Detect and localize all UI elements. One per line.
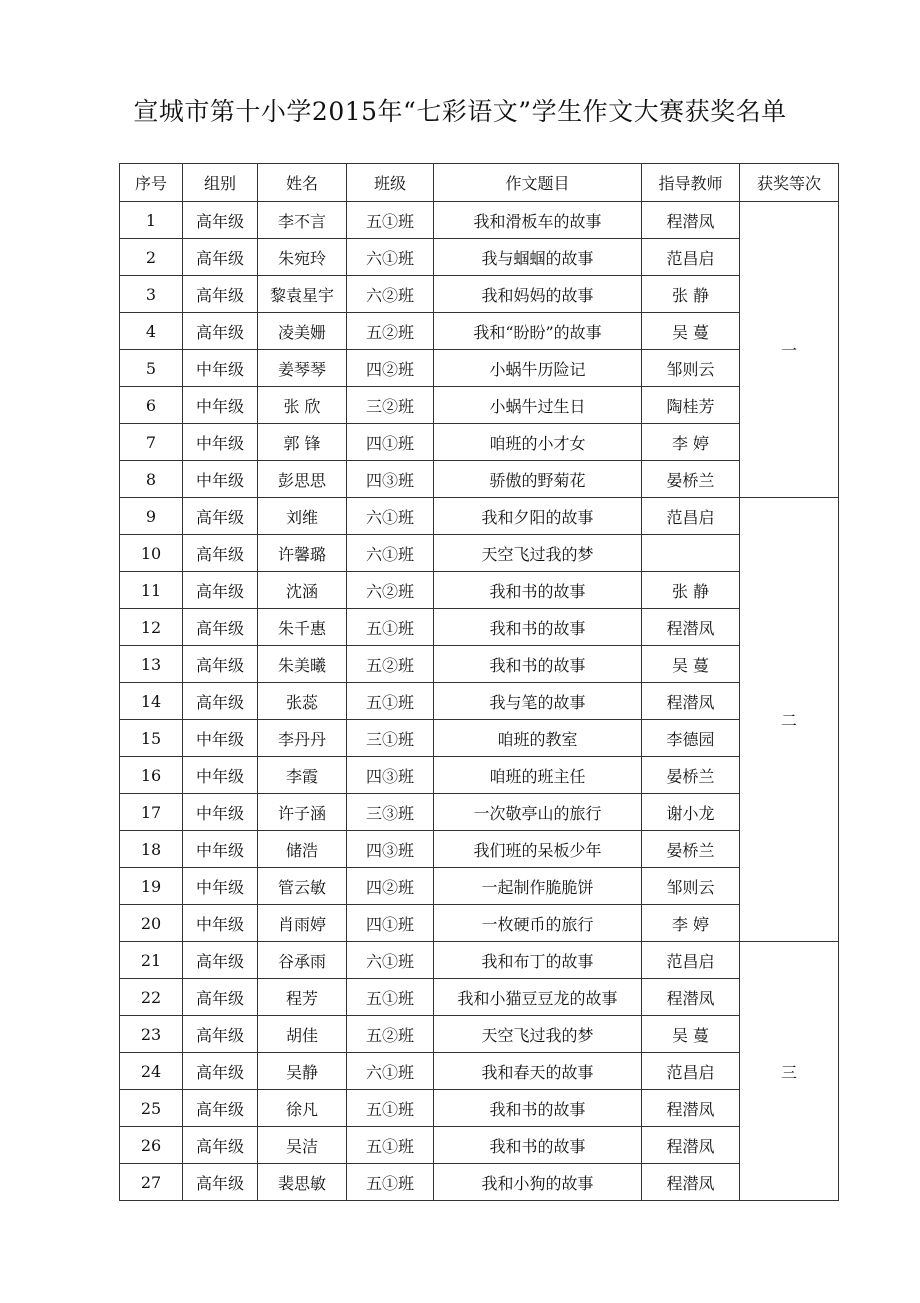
cell-teacher: 邹则云 xyxy=(642,868,740,905)
cell-name: 朱宛玲 xyxy=(258,239,347,276)
cell-number: 13 xyxy=(120,646,183,683)
cell-group: 高年级 xyxy=(183,1090,258,1127)
cell-number: 21 xyxy=(120,942,183,979)
header-essay-title: 作文题目 xyxy=(434,164,642,202)
cell-name: 郭 锋 xyxy=(258,424,347,461)
cell-teacher: 程潜凤 xyxy=(642,1090,740,1127)
cell-name: 沈涵 xyxy=(258,572,347,609)
table-row xyxy=(120,572,839,609)
cell-teacher: 陶桂芳 xyxy=(642,387,740,424)
cell-teacher: 范昌启 xyxy=(642,498,740,535)
cell-name: 许子涵 xyxy=(258,794,347,831)
cell-prize-level: 二 xyxy=(740,498,839,942)
table-row xyxy=(120,1127,839,1164)
cell-prize-level: 一 xyxy=(740,202,839,498)
cell-group: 中年级 xyxy=(183,461,258,498)
cell-class: 四②班 xyxy=(347,350,434,387)
cell-teacher: 谢小龙 xyxy=(642,794,740,831)
table-row xyxy=(120,1164,839,1201)
cell-teacher: 程潜凤 xyxy=(642,609,740,646)
cell-group: 高年级 xyxy=(183,683,258,720)
cell-teacher: 张 静 xyxy=(642,276,740,313)
table-row xyxy=(120,905,839,942)
cell-class: 四③班 xyxy=(347,461,434,498)
cell-essay-title: 一起制作脆脆饼 xyxy=(434,868,642,905)
cell-essay-title: 我和书的故事 xyxy=(434,1127,642,1164)
cell-group: 高年级 xyxy=(183,942,258,979)
cell-number: 27 xyxy=(120,1164,183,1201)
cell-class: 五①班 xyxy=(347,979,434,1016)
cell-number: 22 xyxy=(120,979,183,1016)
cell-class: 三①班 xyxy=(347,720,434,757)
cell-number: 19 xyxy=(120,868,183,905)
cell-number: 1 xyxy=(120,202,183,239)
cell-number: 26 xyxy=(120,1127,183,1164)
cell-group: 高年级 xyxy=(183,1053,258,1090)
cell-group: 中年级 xyxy=(183,387,258,424)
cell-class: 五①班 xyxy=(347,1164,434,1201)
cell-group: 高年级 xyxy=(183,535,258,572)
cell-essay-title: 咱班的班主任 xyxy=(434,757,642,794)
cell-class: 四③班 xyxy=(347,831,434,868)
table-row xyxy=(120,387,839,424)
cell-number: 18 xyxy=(120,831,183,868)
cell-teacher: 邹则云 xyxy=(642,350,740,387)
cell-name: 张蕊 xyxy=(258,683,347,720)
table-row xyxy=(120,1090,839,1127)
cell-name: 程芳 xyxy=(258,979,347,1016)
cell-group: 高年级 xyxy=(183,202,258,239)
cell-name: 彭思思 xyxy=(258,461,347,498)
cell-class: 五①班 xyxy=(347,683,434,720)
cell-essay-title: 一枚硬币的旅行 xyxy=(434,905,642,942)
cell-teacher: 范昌启 xyxy=(642,1053,740,1090)
cell-essay-title: 我和书的故事 xyxy=(434,1090,642,1127)
cell-class: 五②班 xyxy=(347,313,434,350)
cell-essay-title: 天空飞过我的梦 xyxy=(434,535,642,572)
cell-name: 徐凡 xyxy=(258,1090,347,1127)
cell-class: 六①班 xyxy=(347,535,434,572)
table-row xyxy=(120,979,839,1016)
cell-class: 六①班 xyxy=(347,942,434,979)
cell-number: 14 xyxy=(120,683,183,720)
cell-name: 储浩 xyxy=(258,831,347,868)
table-row xyxy=(120,683,839,720)
cell-class: 五①班 xyxy=(347,1127,434,1164)
cell-class: 三③班 xyxy=(347,794,434,831)
table-row xyxy=(120,1053,839,1090)
cell-teacher: 吴 蔓 xyxy=(642,646,740,683)
cell-name: 朱美曦 xyxy=(258,646,347,683)
cell-class: 六②班 xyxy=(347,276,434,313)
table-row xyxy=(120,720,839,757)
cell-number: 12 xyxy=(120,609,183,646)
cell-name: 朱千惠 xyxy=(258,609,347,646)
cell-teacher: 李 婷 xyxy=(642,905,740,942)
cell-number: 20 xyxy=(120,905,183,942)
cell-number: 25 xyxy=(120,1090,183,1127)
cell-essay-title: 天空飞过我的梦 xyxy=(434,1016,642,1053)
cell-group: 中年级 xyxy=(183,424,258,461)
cell-number: 17 xyxy=(120,794,183,831)
cell-name: 裴思敏 xyxy=(258,1164,347,1201)
cell-number: 5 xyxy=(120,350,183,387)
cell-group: 高年级 xyxy=(183,1016,258,1053)
cell-class: 五①班 xyxy=(347,609,434,646)
cell-group: 中年级 xyxy=(183,831,258,868)
cell-name: 肖雨婷 xyxy=(258,905,347,942)
table-row xyxy=(120,757,839,794)
cell-teacher: 程潜凤 xyxy=(642,1164,740,1201)
header-name: 姓名 xyxy=(258,164,347,202)
cell-number: 3 xyxy=(120,276,183,313)
cell-number: 15 xyxy=(120,720,183,757)
cell-class: 五①班 xyxy=(347,1090,434,1127)
cell-group: 中年级 xyxy=(183,757,258,794)
cell-class: 四①班 xyxy=(347,905,434,942)
header-group: 组别 xyxy=(183,164,258,202)
cell-group: 高年级 xyxy=(183,572,258,609)
cell-number: 24 xyxy=(120,1053,183,1090)
cell-teacher: 李 婷 xyxy=(642,424,740,461)
cell-class: 六①班 xyxy=(347,1053,434,1090)
table-row xyxy=(120,461,839,498)
cell-teacher: 晏桥兰 xyxy=(642,461,740,498)
cell-name: 许馨璐 xyxy=(258,535,347,572)
cell-class: 四①班 xyxy=(347,424,434,461)
cell-teacher: 程潜凤 xyxy=(642,1127,740,1164)
cell-name: 管云敏 xyxy=(258,868,347,905)
cell-group: 高年级 xyxy=(183,609,258,646)
cell-class: 五②班 xyxy=(347,646,434,683)
cell-group: 高年级 xyxy=(183,498,258,535)
cell-number: 2 xyxy=(120,239,183,276)
cell-group: 中年级 xyxy=(183,794,258,831)
cell-essay-title: 我和妈妈的故事 xyxy=(434,276,642,313)
cell-teacher: 范昌启 xyxy=(642,239,740,276)
table-row xyxy=(120,1016,839,1053)
cell-name: 吴静 xyxy=(258,1053,347,1090)
cell-class: 六②班 xyxy=(347,572,434,609)
header-number: 序号 xyxy=(120,164,183,202)
cell-teacher: 程潜凤 xyxy=(642,202,740,239)
cell-teacher: 李德园 xyxy=(642,720,740,757)
cell-group: 中年级 xyxy=(183,350,258,387)
cell-number: 10 xyxy=(120,535,183,572)
cell-name: 胡佳 xyxy=(258,1016,347,1053)
cell-name: 刘维 xyxy=(258,498,347,535)
cell-group: 中年级 xyxy=(183,868,258,905)
cell-essay-title: 我们班的呆板少年 xyxy=(434,831,642,868)
cell-group: 高年级 xyxy=(183,276,258,313)
cell-essay-title: 我和小狗的故事 xyxy=(434,1164,642,1201)
cell-number: 23 xyxy=(120,1016,183,1053)
cell-teacher: 晏桥兰 xyxy=(642,831,740,868)
cell-teacher: 晏桥兰 xyxy=(642,757,740,794)
cell-number: 7 xyxy=(120,424,183,461)
cell-name: 张 欣 xyxy=(258,387,347,424)
table-row xyxy=(120,424,839,461)
cell-group: 高年级 xyxy=(183,646,258,683)
cell-group: 高年级 xyxy=(183,1127,258,1164)
cell-group: 高年级 xyxy=(183,1164,258,1201)
table-row xyxy=(120,276,839,313)
cell-number: 4 xyxy=(120,313,183,350)
cell-group: 高年级 xyxy=(183,239,258,276)
cell-essay-title: 小蜗牛历险记 xyxy=(434,350,642,387)
cell-number: 8 xyxy=(120,461,183,498)
table-row xyxy=(120,239,839,276)
cell-essay-title: 咱班的教室 xyxy=(434,720,642,757)
table-row xyxy=(120,535,839,572)
table-header-row xyxy=(120,164,839,202)
cell-class: 三②班 xyxy=(347,387,434,424)
cell-essay-title: 我与笔的故事 xyxy=(434,683,642,720)
cell-class: 六①班 xyxy=(347,498,434,535)
cell-name: 李霞 xyxy=(258,757,347,794)
header-prize-level: 获奖等次 xyxy=(740,164,839,202)
cell-essay-title: 一次敬亭山的旅行 xyxy=(434,794,642,831)
cell-essay-title: 我和“盼盼”的故事 xyxy=(434,313,642,350)
cell-essay-title: 我和布丁的故事 xyxy=(434,942,642,979)
table-row xyxy=(120,868,839,905)
cell-teacher: 张 静 xyxy=(642,572,740,609)
cell-number: 6 xyxy=(120,387,183,424)
cell-group: 高年级 xyxy=(183,979,258,1016)
cell-teacher: 吴 蔓 xyxy=(642,313,740,350)
table-row xyxy=(120,942,839,979)
cell-name: 姜琴琴 xyxy=(258,350,347,387)
cell-number: 16 xyxy=(120,757,183,794)
cell-class: 四③班 xyxy=(347,757,434,794)
cell-class: 五②班 xyxy=(347,1016,434,1053)
cell-essay-title: 我与蝈蝈的故事 xyxy=(434,239,642,276)
cell-name: 李丹丹 xyxy=(258,720,347,757)
cell-essay-title: 我和春天的故事 xyxy=(434,1053,642,1090)
table-row xyxy=(120,831,839,868)
cell-number: 11 xyxy=(120,572,183,609)
cell-teacher: 程潜凤 xyxy=(642,979,740,1016)
cell-name: 黎袁星宇 xyxy=(258,276,347,313)
header-class: 班级 xyxy=(347,164,434,202)
cell-essay-title: 骄傲的野菊花 xyxy=(434,461,642,498)
cell-prize-level: 三 xyxy=(740,942,839,1201)
cell-name: 谷承雨 xyxy=(258,942,347,979)
cell-teacher: 范昌启 xyxy=(642,942,740,979)
award-table xyxy=(119,163,839,1201)
cell-number: 9 xyxy=(120,498,183,535)
cell-class: 四②班 xyxy=(347,868,434,905)
cell-essay-title: 我和滑板车的故事 xyxy=(434,202,642,239)
cell-class: 五①班 xyxy=(347,202,434,239)
cell-name: 吴洁 xyxy=(258,1127,347,1164)
cell-group: 中年级 xyxy=(183,905,258,942)
cell-group: 高年级 xyxy=(183,313,258,350)
table-row xyxy=(120,498,839,535)
cell-teacher xyxy=(642,535,740,572)
cell-essay-title: 我和书的故事 xyxy=(434,572,642,609)
cell-name: 凌美姗 xyxy=(258,313,347,350)
table-row xyxy=(120,609,839,646)
cell-teacher: 程潜凤 xyxy=(642,683,740,720)
table-row xyxy=(120,350,839,387)
cell-class: 六①班 xyxy=(347,239,434,276)
cell-group: 中年级 xyxy=(183,720,258,757)
header-teacher: 指导教师 xyxy=(642,164,740,202)
cell-essay-title: 咱班的小才女 xyxy=(434,424,642,461)
table-row xyxy=(120,313,839,350)
page-title: 宣城市第十小学2015年“七彩语文”学生作文大赛获奖名单 xyxy=(133,97,787,126)
cell-essay-title: 我和夕阳的故事 xyxy=(434,498,642,535)
cell-name: 李不言 xyxy=(258,202,347,239)
table-row xyxy=(120,794,839,831)
cell-essay-title: 小蜗牛过生日 xyxy=(434,387,642,424)
cell-teacher: 吴 蔓 xyxy=(642,1016,740,1053)
cell-essay-title: 我和书的故事 xyxy=(434,646,642,683)
cell-essay-title: 我和书的故事 xyxy=(434,609,642,646)
table-row xyxy=(120,646,839,683)
table-row xyxy=(120,202,839,239)
cell-essay-title: 我和小猫豆豆龙的故事 xyxy=(434,979,642,1016)
